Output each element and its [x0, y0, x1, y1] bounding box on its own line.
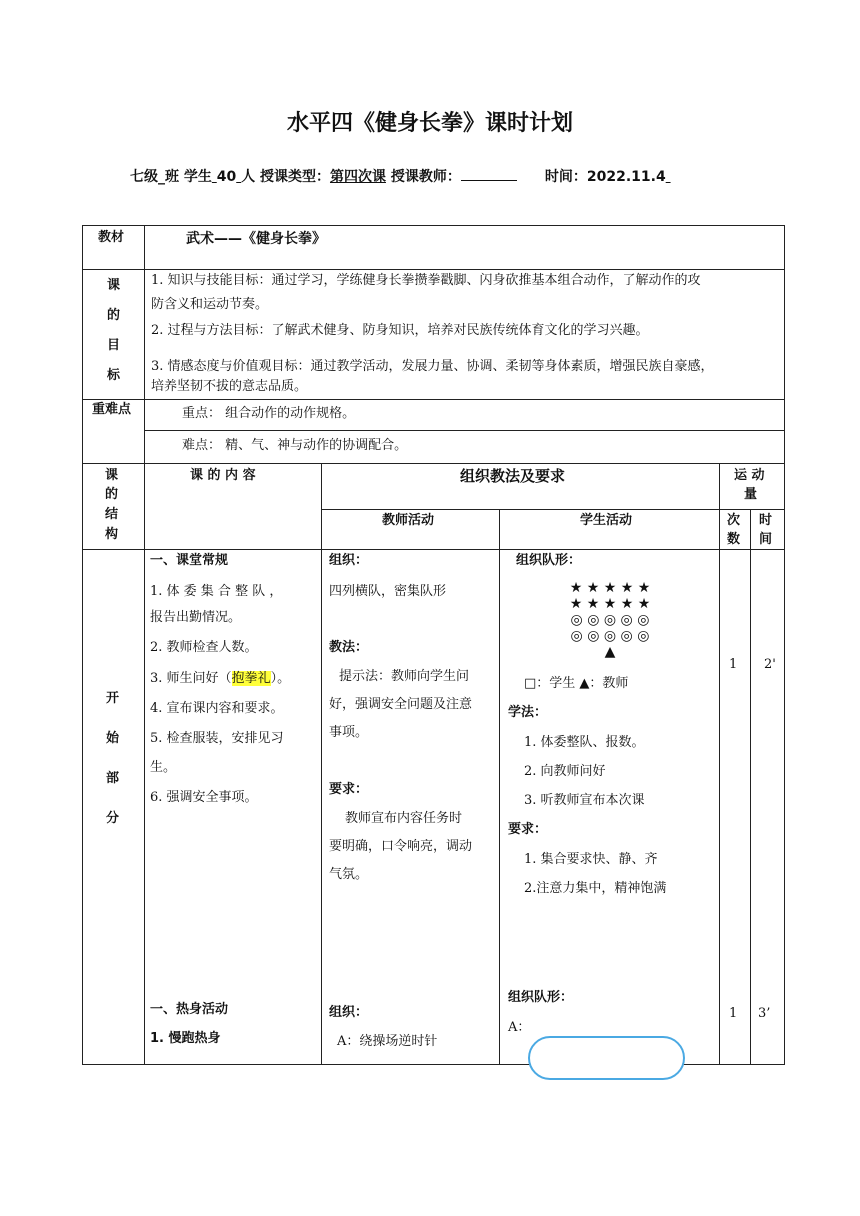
table-column-line [750, 509, 751, 1065]
formation-row-circles-1: ◎ ◎ ◎ ◎ ◎ [570, 612, 650, 628]
formation-row-circles-2: ◎ ◎ ◎ ◎ ◎ [570, 628, 650, 644]
content-warmup-1: 1. 慢跑热身 [150, 1031, 221, 1046]
keypoints-label: 重难点 [92, 402, 132, 417]
table-column-line [499, 509, 500, 1065]
student-method-label: 学法： [508, 705, 548, 720]
table-rule [144, 430, 784, 431]
grade-prefix: 七级_班 学生 [130, 169, 212, 185]
lesson-type: 第四次课 [329, 169, 386, 185]
teacher-method-line-3: 事项。 [329, 725, 369, 740]
content-item-6: 6. 强调安全事项。 [150, 790, 258, 805]
material-label: 教材 [98, 230, 125, 245]
content-item-1b: 报告出勤情况。 [150, 610, 242, 625]
goals-label-4: 标 [107, 368, 121, 383]
student-method-1: 1. 体委整队、报数。 [524, 735, 645, 750]
student-formation2-label: 组织队形： [508, 990, 574, 1005]
table-column-line [144, 225, 145, 1065]
section-name-2: 始 [106, 731, 120, 746]
table-border-top [82, 225, 784, 226]
material-value: 武术——《健身长拳》 [186, 231, 326, 247]
difficulty-point: 难点： 精、气、神与动作的协调配合。 [182, 438, 408, 453]
student-req-label: 要求： [508, 822, 548, 837]
content-heading-routine: 一、课堂常规 [150, 553, 229, 568]
teacher-org2-text: A：绕操场逆时针 [337, 1034, 438, 1049]
content-item-1a: 1. 体 委 集 合 整 队 ， [150, 584, 283, 599]
content-item-3: 3. 师生问好（抱拳礼）。 [150, 671, 291, 686]
student-activity-header: 学生活动 [580, 513, 633, 528]
table-column-line [719, 463, 720, 1065]
section-name-1: 开 [106, 691, 120, 706]
students-suffix: 人 授课类型： [241, 169, 330, 185]
times-value-2: 1 [729, 1006, 738, 1021]
goals-label-2: 的 [107, 308, 121, 323]
content-item-5a: 5. 检查服装，安排见习 [150, 731, 284, 746]
teacher-activity-header: 教师活动 [382, 513, 435, 528]
goal-1-line-2: 防含义和运动节奏。 [151, 297, 269, 312]
formation-legend: □：学生 ▲：教师 [524, 676, 629, 691]
section-name-3: 部 [106, 771, 120, 786]
structure-header-4: 构 [105, 527, 119, 542]
structure-header-3: 结 [105, 507, 119, 522]
teacher-method-label: 教法： [329, 640, 369, 655]
goal-3-line-2: 培养坚韧不拔的意志品质。 [151, 379, 308, 394]
teacher-label: 授课教师： [390, 169, 461, 185]
student-req-1: 1. 集合要求快、静、齐 [524, 852, 658, 867]
teacher-req-label: 要求： [329, 782, 369, 797]
student-count: 40 [216, 169, 237, 185]
teacher-req-line-1: 教师宣布内容任务时 [345, 811, 463, 826]
table-border-right [784, 225, 785, 1065]
load-header-line-2: 量 [744, 487, 758, 502]
table-rule [82, 269, 784, 270]
student-formation2-a: A： [508, 1020, 531, 1035]
structure-header-1: 课 [105, 468, 119, 483]
teacher-req-line-2: 要明确，口令响亮，调动 [329, 839, 473, 854]
table-rule [82, 399, 784, 400]
student-req-2: 2.注意力集中，精神饱满 [524, 881, 667, 896]
teacher-method-line-1: 提示法：教师向学生问 [339, 669, 470, 684]
table-rule [321, 509, 784, 510]
student-method-3: 3. 听教师宣布本次课 [524, 793, 645, 808]
formation-diagram [540, 580, 680, 660]
highlighted-term: 抱拳礼 [231, 671, 271, 686]
running-track-oval [528, 1036, 685, 1080]
lesson-info-line [130, 166, 671, 186]
structure-header-2: 的 [105, 487, 119, 502]
content-header: 课 的 内 容 [190, 468, 256, 483]
load-header-line-1: 运 动 [734, 468, 765, 483]
key-point: 重点： 组合动作的动作规格。 [182, 406, 356, 421]
goal-1-line-1: 1. 知识与技能目标：通过学习，学练健身长拳攒拳戳脚、闪身砍推基本组合动作，了解动作的攻 [151, 273, 701, 288]
goals-label-3: 目 [107, 338, 121, 353]
goal-3-line-1: 3. 情感态度与价值观目标：通过教学活动，发展力量、协调、柔韧等身体素质，增强民族自豪感， [151, 359, 714, 374]
teacher-org2-label: 组织： [329, 1005, 369, 1020]
content-heading-warmup: 一、热身活动 [150, 1002, 229, 1017]
goal-2: 2. 过程与方法目标：了解武术健身、防身知识，培养对民族传统体育文化的学习兴趣。 [151, 323, 649, 338]
times-header-1: 次 [727, 513, 741, 528]
teacher-org-text: 四列横队，密集队形 [329, 584, 447, 599]
table-column-line [321, 463, 322, 1065]
teacher-method-line-2: 好，强调安全问题及注意 [329, 697, 473, 712]
goals-label-1: 课 [107, 278, 121, 293]
methods-header: 组织教法及要求 [460, 467, 566, 485]
content-item-5b: 生。 [150, 760, 177, 775]
duration-header-2: 间 [759, 532, 773, 547]
content-item-2: 2. 教师检查人数。 [150, 640, 258, 655]
formation-teacher-marker: ▲ [604, 644, 616, 660]
duration-value-2: 3’ [758, 1006, 771, 1021]
times-value-1: 1 [729, 657, 738, 672]
times-header-2: 数 [727, 532, 741, 547]
table-rule [82, 549, 784, 550]
content-item-4: 4. 宣布课内容和要求。 [150, 701, 284, 716]
teacher-blank [461, 168, 517, 181]
table-rule [82, 463, 784, 464]
teacher-org-label: 组织： [329, 553, 369, 568]
formation-row-stars-1: ★ ★ ★ ★ ★ [569, 580, 651, 596]
teacher-req-line-3: 气氛。 [329, 867, 369, 882]
student-formation-label: 组织队形： [516, 553, 582, 568]
page-title: 水平四《健身长拳》课时计划 [286, 111, 573, 136]
duration-value-1: 2' [764, 657, 776, 672]
section-name-4: 分 [106, 811, 120, 826]
formation-row-stars-2: ★ ★ ★ ★ ★ [569, 596, 651, 612]
table-border-left [82, 225, 83, 1065]
duration-header-1: 时 [759, 513, 773, 528]
lesson-date: 2022.11.4 [586, 169, 666, 185]
time-label: 时间： [544, 169, 587, 185]
student-method-2: 2. 向教师问好 [524, 764, 606, 779]
